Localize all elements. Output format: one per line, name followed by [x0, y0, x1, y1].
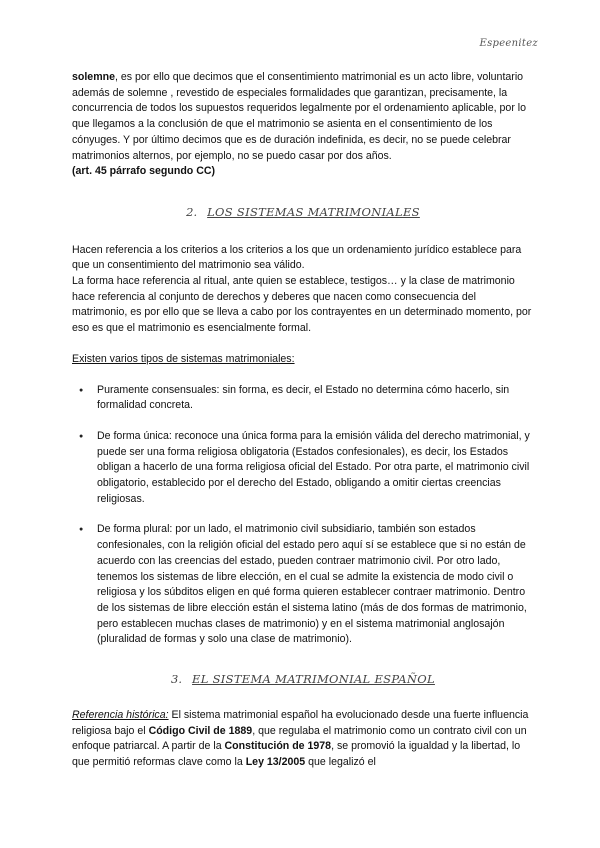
list-item-consensual: ● Puramente consensuales: sin forma, es decir, el Estado no determina cómo hacerlo, sin formalidad concreta. [72, 383, 534, 414]
systems-list-intro: Existen varios tipos de sistemas matrimoniales: [72, 352, 295, 365]
section3-title: EL SISTEMA MATRIMONIAL ESPAÑOL [192, 672, 435, 687]
document-body [72, 70, 534, 771]
intro-paragraph [72, 70, 534, 164]
section2-heading [72, 205, 534, 221]
section2-paragraph-1: Hacen referencia a los criterios a los criterios a los que un ordenamiento jurídico establece para que un consentimiento del matrimonio sea válido. [72, 243, 522, 272]
historical-reference-paragraph: Referencia histórica: El sistema matrimonial español ha evolucionado desde una fuerte influencia religiosa bajo el Código Civil de 1889, que regulaba el matrimonio como un contrato civil con un enfoque patriarcal. A partir de la Constitución de 1978, se promovió la igualdad y la libertad, lo que permitió reformas clave como la Ley 13/2005 que legalizó el [72, 708, 529, 768]
intro-bold-word: solemne [72, 71, 115, 83]
constitution-1978: Constitución de 1978 [224, 740, 332, 753]
section3-heading [72, 672, 534, 688]
section3-number: 3. [171, 672, 183, 687]
civil-code-1889: Código Civil de 1889 [148, 724, 253, 737]
historical-reference-label: Referencia histórica: [72, 708, 169, 721]
section2-number: 2. [186, 204, 198, 219]
list-item-single-form: ● De forma única: reconoce una única forma para la emisión válida del derecho matrimonial, y puede ser una forma religiosa obligatoria (Estados confesionales), es decir, los Estados obligan a hacerlo de una forma religiosa oficial del Estado. Por otra parte, el matrimonio civil obligatorio, establecido por el derecho del Estado, obligando a omitir ciertas creencias religiosas. [72, 429, 534, 508]
list-item-plural-form: ● De forma plural: por un lado, el matrimonio civil subsidiario, también son estados confesionales, con la religión oficial del estado pero aquí sí se establece que si no están de acuerdo con las creencias del estado, pueden contraer matrimonio civil. Por otro lado, tenemos los sistemas de libre elección, en el cual se admite la existencia de modo civil o religiosa y los súbditos eligen en qué forma quieren establecer contraer matrimonio. Dentro de los sistemas de libre elección están el sistema latino (más de dos formas de matrimonio, pero establecen muchas clases de matrimonio) y en el sistema matrimonial anglosajón (pluralidad de formas y solo una clase de matrimonio). [72, 522, 534, 648]
law-13-2005: Ley 13/2005 [245, 755, 306, 768]
intro-text: , es por ello que decimos que el consentimiento matrimonial es un acto libre, voluntario además de solemne , revestido de especiales formalidades que garantizan, precisamente, la concurrencia de todos los supuestos requeridos legalmente por el ordenamiento aplicable, por lo que llegamos a la conclusión de que el matrimonio se asienta en el consentimiento de los cónyuges. Y por último decimos que es de duración indefinida, es decir, no se puede celebrar matrimonios alternos, por ejemplo, no se puedo casar por dos años. [72, 71, 527, 162]
page-header-author: Espeenitez [479, 38, 538, 49]
section2-paragraph-2: La forma hace referencia al ritual, ante quien se establece, testigos… y la clase de matrimonio hace referencia al conjunto de derechos y deberes que nacen como consecuencia del matrimonio, es por ello que se lleva a cabo por los contrayentes en un determinado momento, por eso es que el matrimonio es esencialmente formal. [72, 275, 532, 335]
article-reference: (art. 45 párrafo segundo CC) [72, 165, 216, 178]
section2-title: LOS SISTEMAS MATRIMONIALES [207, 204, 420, 219]
systems-list [72, 383, 534, 649]
